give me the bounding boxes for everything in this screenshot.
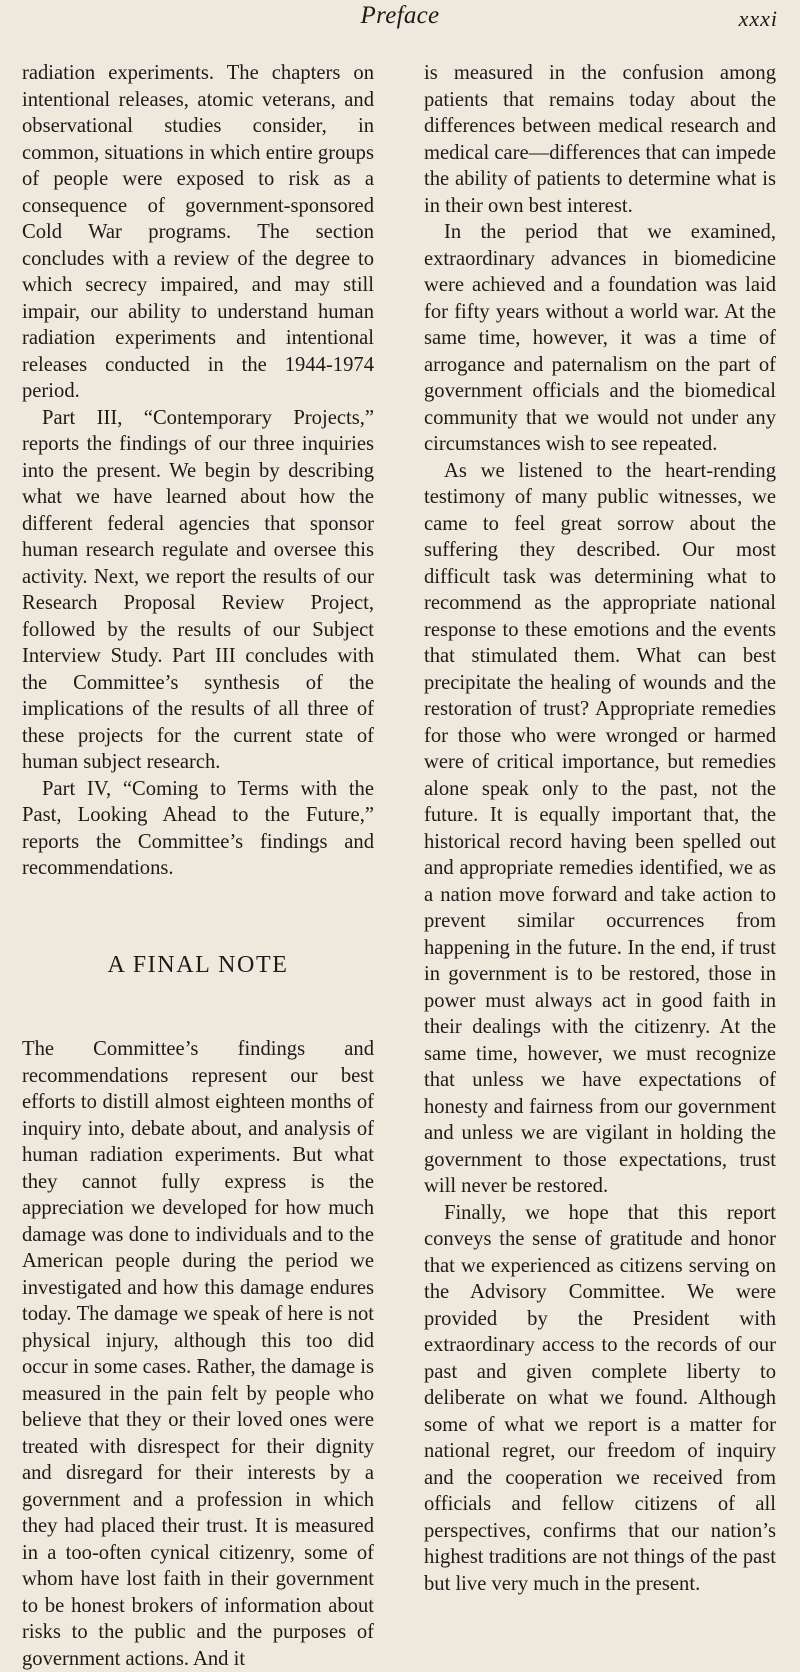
paragraph: In the period that we examined, extraordinary advances in biomedicine were achieved and a foundation was laid for fifty years without a world war. At the same time, however, it was a time of arrogance and paternalism on the part of government officials and the biomedical community that we would not under any circumstances wish to see repeated. [424,221,776,455]
left-column [22,60,374,1672]
right-column [424,60,776,1597]
paragraph: Finally, we hope that this report conveys the sense of gratitude and honor that we experienced as citizens serving on the Advisory Committee. We were provided by the President with extraordinary access to the records of our past and given complete liberty to deliberate on what we found. Although some of what we report is a matter for national regret, our freedom of inquiry and the cooperation we received from officials and fellow citizens of all perspectives, confirms that our nation’s highest traditions are not things of the past but live very much in the present. [424,1201,776,1595]
page-number: xxxi [738,6,778,31]
paragraph: As we listened to the heart-rending testimony of many public witnesses, we came to feel great sorrow about the suffering they described. Our most difficult task was determining what to recommend as the appropriate national response to these emotions and the events that stimulated them. What can best precipitate the healing of wounds and the restoration of trust? Appropriate remedies for those who were wronged or harmed were of critical importance, but remedies alone speak only to the past, not the future. It is equally important that, the historical record having been spelled out and appropriate remedies identified, we as a nation move forward and take action to prevent similar occurrences from happening in the future. In the end, if trust in government is to be restored, those in power must always act in good faith in their dealings with the citizenry. At the same time, however, we must recognize that unless we have expectations of honesty and fairness from our government and unless we are vigilant in holding the government to those expectations, trust will never be restored. [424,459,776,1197]
paragraph: is measured in the confusion among patients that remains today about the differences between medical research and medical care—differences that can impede the ability of patients to determine what is in their own best interest. [424,62,776,217]
running-title: Preface [360,2,440,29]
section-heading: A FINAL NOTE [107,951,289,978]
paragraph: The Committee’s findings and recommendations represent our best efforts to distill almost eighteen months of inquiry into, debate about, and analysis of human radiation experiments. But what they cannot fully express is the appreciation we developed for how much damage was done to individuals and to the American people during the period we investigated and how this damage endures today. The damage we speak of here is not physical injury, although this too did occur in some cases. Rather, the damage is measured in the pain felt by people who believe that they or their loved ones were treated with disrespect for their dignity and disregard for their interests by a government and a profession in which they had placed their trust. It is measured in a too-often cynical citizenry, some of whom have lost faith in their government to be honest brokers of information about risks to the public and the purposes of government actions. And it [22,1038,375,1670]
paragraph: Part IV, “Coming to Terms with the Past, Looking Ahead to the Future,” reports the Committee’s findings and recommendations. [22,777,374,879]
page-header [0,0,800,50]
paragraph: radiation experiments. The chapters on intentional releases, atomic veterans, and observational studies consider, in common, situations in which entire groups of people were exposed to risk as a consequence of government-sponsored Cold War programs. The section concludes with a review of the degree to which secrecy impaired, and may still impair, our ability to understand human radiation experiments and intentional releases conducted in the 1944-1974 period. [22,62,374,402]
paragraph: Part III, “Contemporary Projects,” reports the findings of our three inquiries into the present. We begin by describing what we have learned about how the different federal agencies that sponsor human research regulate and oversee this activity. Next, we report the results of our Research Proposal Review Project, followed by the results of our Subject Interview Study. Part III concludes with the Committee’s synthesis of the implications of the results of all three of these projects for the current state of human subject research. [22,406,374,773]
